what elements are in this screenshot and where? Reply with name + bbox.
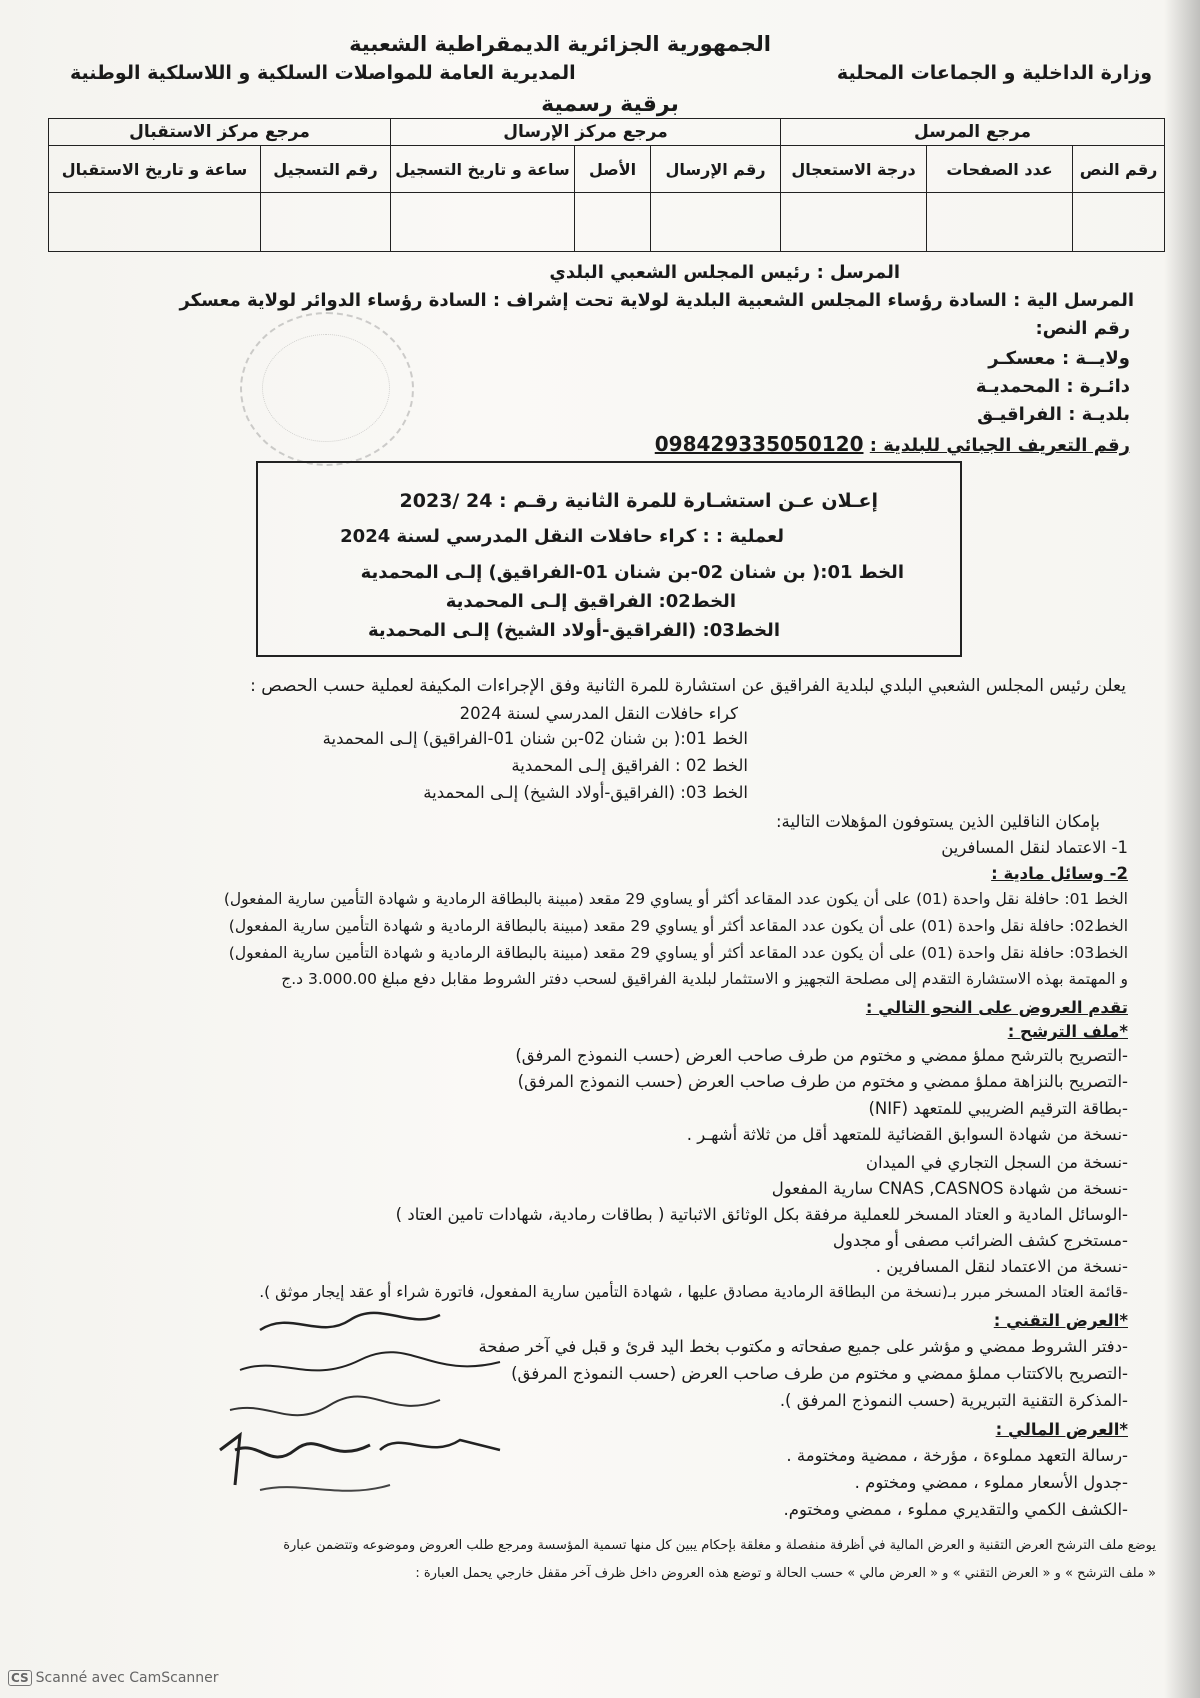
- table-cell: [781, 193, 927, 252]
- round-stamp-inner: [262, 334, 390, 442]
- table-cell: [49, 193, 261, 252]
- requirement-2-line-3: الخط03: حافلة نقل واحدة (01) على أن يكون عدد المقاعد أكثر أو يساوي 29 مقعد (مبينة بالبطاقة الرمادية و شهادة التأمين سارية المفعول): [228, 944, 1128, 962]
- recipient-line: المرسل الية : السادة رؤساء المجلس الشعبية البلدية لولاية تحت إشراف : السادة رؤساء الدوائر لولاية معسكر: [179, 290, 1134, 311]
- page-edge-shadow: [1164, 0, 1200, 1698]
- table-cell: [651, 193, 781, 252]
- daira-line: دائـرة : المحمديـة: [975, 376, 1130, 397]
- candidacy-item: -الوسائل المادية و العتاد المسخر للعملية مرفقة بكل الوثائق الاثباتية ( بطاقات رمادية، شهادات تامين العتاد ): [395, 1205, 1128, 1224]
- directorate-name: المديرية العامة للمواصلات السلكية و اللاسلكية الوطنية: [70, 62, 576, 84]
- financial-item: -جدول الأسعار مملوء ، ممضي ومختوم .: [854, 1473, 1128, 1492]
- scanner-label: Scanné avec CamScanner: [35, 1670, 219, 1686]
- col-registration-datetime: ساعة و تاريخ التسجيل: [391, 146, 575, 193]
- wilaya-line: ولايــة : معسكـر: [988, 348, 1130, 369]
- candidacy-item: -التصريح بالترشح مملؤ ممضي و مختوم من طرف صاحب العرض (حسب النموذج المرفق): [515, 1046, 1128, 1065]
- fiscal-id-line: [655, 432, 1130, 456]
- announcement-box: [256, 461, 962, 657]
- body-withdraw: و المهتمة بهذه الاستشارة التقدم إلى مصلحة التجهيز و الاستثمار لبلدية الفراقيق لسحب دفتر الشروط مقابل دفع مبلغ 3.000.00 د.ج: [281, 970, 1128, 988]
- closing-line-1: يوضع ملف الترشح العرض التقنية و العرض المالية في أظرفة منفصلة و مغلقة بإحكام يبين كل منها تسمية المؤسسة ومرجع طلب العروض وموضوعه وتتضمن عبارة: [283, 1538, 1156, 1553]
- requirement-2-line-2: الخط02: حافلة نقل واحدة (01) على أن يكون عدد المقاعد أكثر أو يساوي 29 مقعد (مبينة بالبطاقة الرمادية و شهادة التأمين سارية المفعول): [228, 917, 1128, 935]
- candidacy-item: -نسخة من شهادة CNAS ,CASNOS سارية المفعول: [771, 1179, 1128, 1198]
- technical-title: *العرض التقني :: [993, 1311, 1128, 1330]
- body-line-1: الخط 01:( بن شنان 02-بن شنان 01-الفراقيق) إلـى المحمدية: [322, 729, 748, 748]
- col-text-number: رقم النص: [1073, 146, 1165, 193]
- fiscal-id-label: رقم التعريف الجبائي للبلدية :: [869, 435, 1130, 456]
- closing-line-2: « ملف الترشح » و « العرض التقني » و « العرض مالي » حسب الحالة و توضع هذه العروض داخل ظرف آخر مقفل خارجي يحمل العبارة :: [415, 1566, 1156, 1581]
- ministry-name: وزارة الداخلية و الجماعات المحلية: [836, 62, 1152, 84]
- camscanner-icon: CS: [8, 1670, 32, 1686]
- fiscal-id-value: 098429335050120: [654, 432, 864, 456]
- body-intro: يعلن رئيس المجلس الشعبي البلدي لبلدية الفراقيق عن استشارة للمرة الثانية وفق الإجراءات المكيفة لعملية حسب الحصص :: [250, 676, 1126, 696]
- candidacy-item: -مستخرج كشف الضرائب مصفى أو مجدول: [832, 1231, 1128, 1250]
- financial-title: *العرض المالي :: [995, 1420, 1128, 1439]
- table-cell: [575, 193, 651, 252]
- table-cell: [1073, 193, 1165, 252]
- body-line-2: الخط 02 : الفراقيق إلـى المحمدية: [511, 756, 748, 775]
- table-cell: [261, 193, 391, 252]
- routing-table: [48, 118, 1165, 252]
- table-cell: [391, 193, 575, 252]
- offers-intro: تقدم العروض على النحو التالي :: [865, 998, 1128, 1017]
- announcement-line-2: الخط02: الفراقيق إلـى المحمدية: [445, 591, 736, 612]
- technical-item: -التصريح بالاكتتاب مملؤ ممضي و مختوم من طرف صاحب العرض (حسب النموذج المرفق): [511, 1364, 1128, 1383]
- announcement-title: إعـلان عـن استشـارة للمرة الثانية رقـم : 24 /2023: [399, 490, 878, 512]
- document-type: برقية رسمية: [541, 92, 679, 117]
- technical-item: -المذكرة التقنية التبريرية (حسب النموذج المرفق ).: [779, 1391, 1128, 1410]
- candidacy-title: *ملف الترشح :: [1007, 1022, 1128, 1041]
- col-urgency: درجة الاستعجال: [781, 146, 927, 193]
- candidacy-item: -بطاقة الترقيم الضريبي للمتعهد (NIF): [868, 1099, 1128, 1118]
- announcement-operation: لعملية : : كراء حافلات النقل المدرسي لسنة 2024: [340, 526, 784, 547]
- commune-line: بلديـة : الفراقيـق: [977, 404, 1130, 425]
- col-send-number: رقم الإرسال: [651, 146, 781, 193]
- body-line-3: الخط 03: (الفراقيق-أولاد الشيخ) إلـى المحمدية: [423, 783, 748, 802]
- candidacy-item: -نسخة من الاعتماد لنقل المسافرين .: [875, 1257, 1128, 1276]
- candidacy-item: -قائمة العتاد المسخر مبرر بـ(نسخة من البطاقة الرمادية مصادق عليها ، شهادة التأمين سارية المفعول، فاتورة شراء أو عقد إيجار موثق ).: [259, 1283, 1128, 1301]
- body-operation: كراء حافلات النقل المدرسي لسنة 2024: [459, 704, 738, 723]
- group-sender-ref: مرجع المرسل: [781, 119, 1165, 146]
- announcement-line-3: الخط03: (الفراقيق-أولاد الشيخ) إلـى المحمدية: [367, 620, 780, 641]
- scanner-watermark: [8, 1670, 219, 1686]
- table-cell: [927, 193, 1073, 252]
- group-sending-center-ref: مرجع مركز الإرسال: [391, 119, 781, 146]
- group-receiving-center-ref: مرجع مركز الاستقبال: [49, 119, 391, 146]
- republic-title: الجمهورية الجزائرية الديمقراطية الشعبية: [349, 32, 771, 56]
- col-origin: الأصل: [575, 146, 651, 193]
- candidacy-item: -نسخة من شهادة السوابق القضائية للمتعهد أقل من ثلاثة أشهـر .: [686, 1125, 1128, 1144]
- requirement-1: 1- الاعتماد لنقل المسافرين: [941, 838, 1128, 857]
- requirement-2-line-1: الخط 01: حافلة نقل واحدة (01) على أن يكون عدد المقاعد أكثر أو يساوي 29 مقعد (مبينة بالبطاقة الرمادية و شهادة التأمين سارية المفعول): [223, 890, 1128, 908]
- col-registration-number: رقم التسجيل: [261, 146, 391, 193]
- handwritten-signature: [200, 1300, 560, 1520]
- candidacy-item: -نسخة من السجل التجاري في الميدان: [865, 1153, 1128, 1172]
- announcement-line-1: الخط 01:( بن شنان 02-بن شنان 01-الفراقيق) إلـى المحمدية: [360, 562, 904, 583]
- financial-item: -الكشف الكمي والتقديري مملوء ، ممضي ومختوم.: [783, 1500, 1128, 1519]
- text-number-label: رقم النص:: [1035, 318, 1130, 339]
- technical-item: -دفتر الشروط ممضي و مؤشر على جميع صفحاته و مكتوب بخط اليد قرئ و قبل في آخر صفحة: [478, 1337, 1128, 1356]
- requirement-2: 2- وسائل مادية :: [991, 864, 1128, 883]
- col-page-count: عدد الصفحات: [927, 146, 1073, 193]
- financial-item: -رسالة التعهد مملوءة ، مؤرخة ، ممضية ومختومة .: [786, 1446, 1128, 1465]
- candidacy-item: -التصريح بالنزاهة مملؤ ممضي و مختوم من طرف صاحب العرض (حسب النموذج المرفق): [517, 1072, 1128, 1091]
- body-eligibility: بإمكان الناقلين الذين يستوفون المؤهلات التالية:: [776, 812, 1100, 831]
- sender-line: المرسل : رئيس المجلس الشعبي البلدي: [549, 262, 900, 283]
- col-reception-datetime: ساعة و تاريخ الاستقبال: [49, 146, 261, 193]
